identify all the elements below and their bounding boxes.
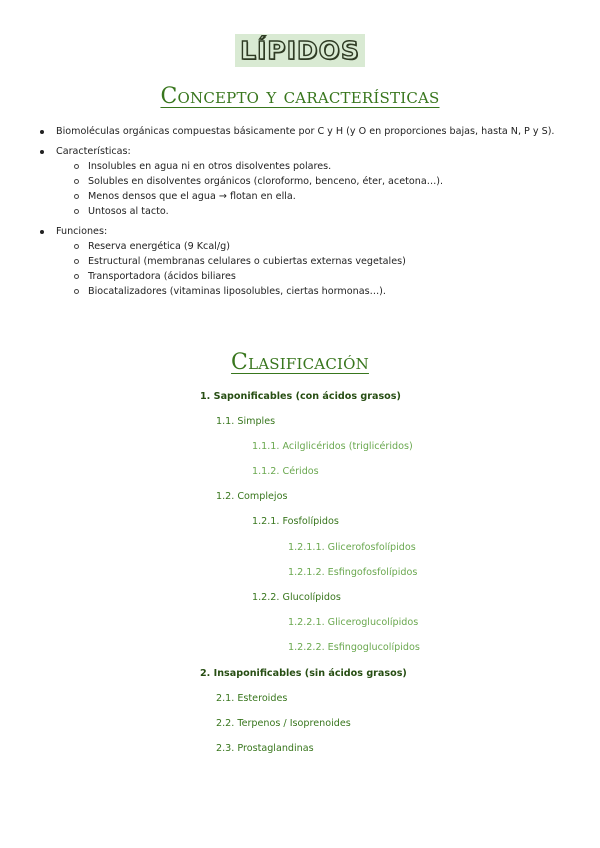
section-heading-concepto: Concepto y características: [160, 84, 440, 109]
sub-bullet: Reserva energética (9 Kcal/g): [56, 239, 578, 254]
class-item-1: 1. Saponificables (con ácidos grasos): [200, 391, 401, 402]
class-item-2-2: 2.2. Terpenos / Isoprenoides: [216, 718, 351, 729]
class-item-2-3: 2.3. Prostaglandinas: [216, 743, 314, 754]
class-item-2: 2. Insaponificables (sin ácidos grasos): [200, 668, 407, 679]
page-title: LÍPIDOS: [240, 36, 360, 65]
class-item-2-1: 2.1. Esteroides: [216, 693, 288, 704]
sub-bullet: Insolubles en agua ni en otros disolventes polares.: [56, 159, 578, 174]
bullet-text: Características:: [56, 146, 131, 157]
section-heading-clasificacion: Clasificación: [231, 350, 369, 375]
sub-bullet: Solubles en disolventes orgánicos (cloroformo, benceno, éter, acetona…).: [56, 174, 578, 189]
title-banner: [235, 34, 365, 67]
bullet-text: Biomoléculas orgánicas compuestas básicamente por C y H (y O en proporciones bajas, hasta N, P y S).: [56, 126, 555, 137]
class-item-1-2-2-1: 1.2.2.1. Gliceroglucolípidos: [288, 617, 419, 628]
bullet-funciones: [38, 224, 578, 299]
class-item-1-2-2-2: 1.2.2.2. Esfingoglucolípidos: [288, 642, 420, 653]
class-item-1-2-1-2: 1.2.1.2. Esfingofosfolípidos: [288, 567, 418, 578]
class-item-1-2-2: 1.2.2. Glucolípidos: [252, 592, 341, 603]
sub-bullet: Biocatalizadores (vitaminas liposolubles, ciertas hormonas…).: [56, 284, 578, 299]
class-item-1-1-1: 1.1.1. Acilglicéridos (triglicéridos): [252, 441, 413, 452]
class-item-1-2-1: 1.2.1. Fosfolípidos: [252, 516, 339, 527]
class-item-1-2: 1.2. Complejos: [216, 491, 288, 502]
sub-bullet: Estructural (membranas celulares o cubiertas externas vegetales): [56, 254, 578, 269]
class-item-1-2-1-1: 1.2.1.1. Glicerofosfolípidos: [288, 542, 416, 553]
concept-list: [38, 124, 578, 299]
bullet-definicion: [38, 124, 578, 139]
sub-bullet: Menos densos que el agua → flotan en ella.: [56, 189, 578, 204]
class-item-1-1: 1.1. Simples: [216, 416, 276, 427]
sub-bullet: Transportadora (ácidos biliares: [56, 269, 578, 284]
bullet-text: Funciones:: [56, 226, 108, 237]
bullet-caracteristicas: [38, 144, 578, 219]
sub-bullet: Untosos al tacto.: [56, 204, 578, 219]
class-item-1-1-2: 1.1.2. Céridos: [252, 466, 319, 477]
